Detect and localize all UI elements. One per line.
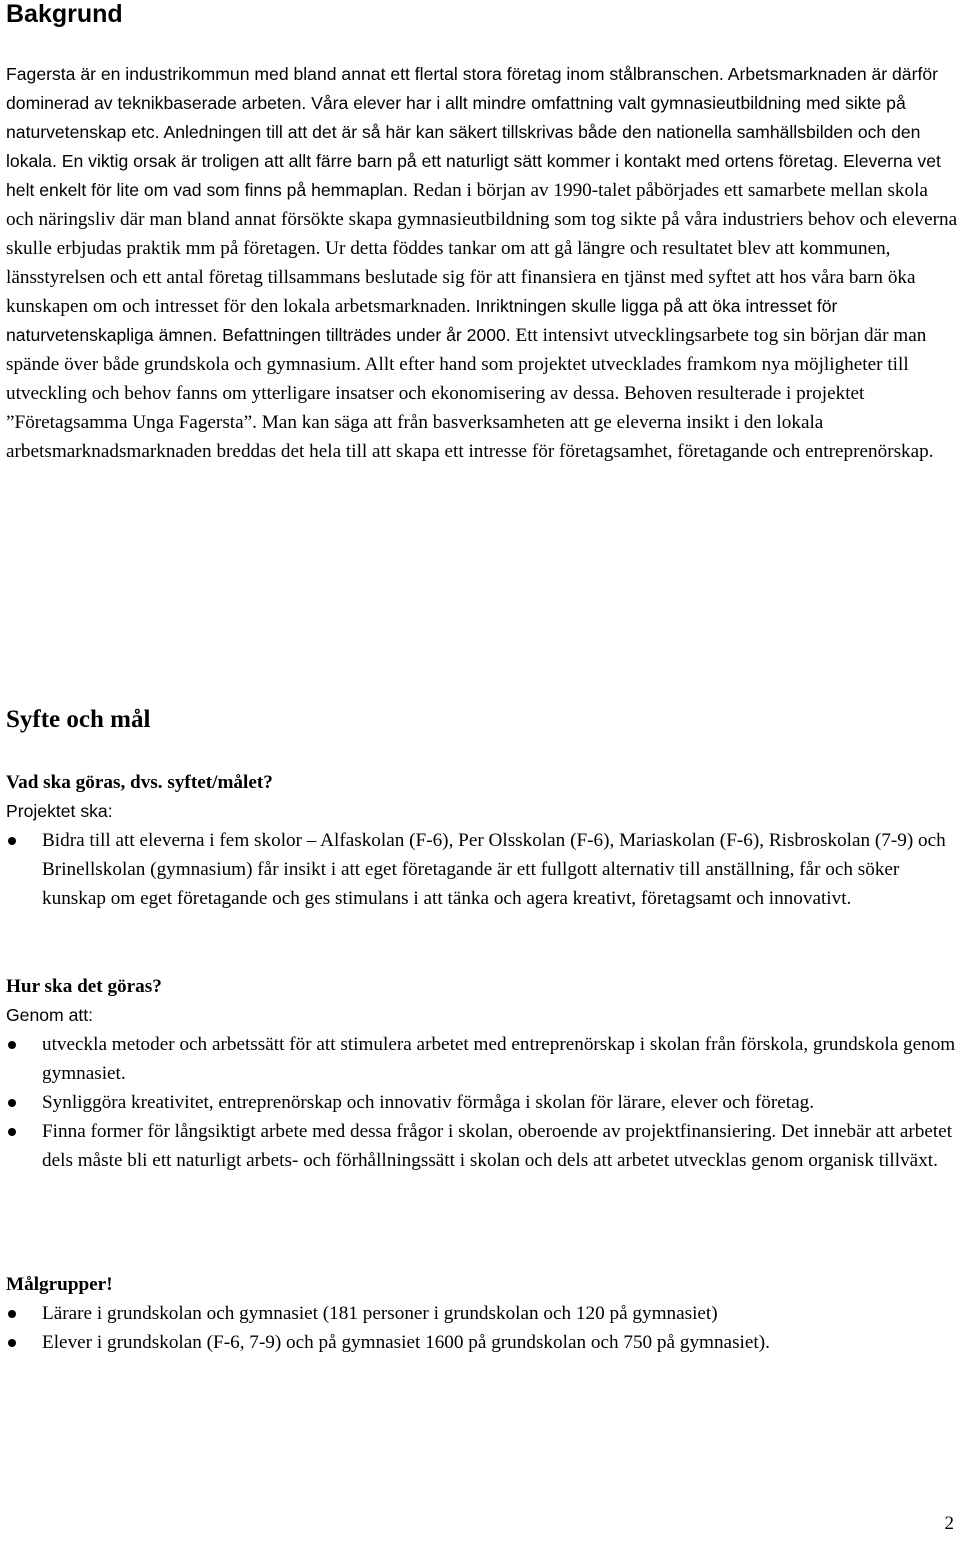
- section-hur-ska-det-goras: [6, 972, 958, 1175]
- bullet-icon: [8, 1339, 16, 1347]
- bullet-icon: [8, 1041, 16, 1049]
- bullet-list: [6, 1299, 958, 1357]
- section-title: Hur ska det göras?: [6, 976, 162, 997]
- section-subtitle: Genom att:: [6, 1005, 94, 1025]
- bakgrund-paragraph: [6, 60, 958, 466]
- bakgrund-text-4: Inriktningen skulle ligga på att öka intresset för naturvetenskapliga ämnen.: [6, 296, 838, 345]
- heading-bakgrund: Bakgrund: [6, 0, 123, 28]
- page-number: 2: [944, 1513, 954, 1534]
- bullet-icon: [8, 837, 16, 845]
- list-item: Synliggöra kreativitet, entreprenörskap och innovativ förmåga i skolan för lärare, elever och företag.: [6, 1088, 958, 1117]
- section-subtitle: Projektet ska:: [6, 801, 113, 821]
- bullet-list: [6, 826, 958, 913]
- bakgrund-text-6: Ett intensivt utvecklingsarbete tog sin början där man spände över både grundskola och gymnasium.: [6, 325, 927, 375]
- bakgrund-text-5: Befattningen tillträdes under år 2000.: [217, 325, 511, 345]
- section-vad-ska-goras: [6, 768, 958, 913]
- heading-syfte-och-mal: Syfte och mål: [6, 706, 151, 733]
- bullet-icon: [8, 1310, 16, 1318]
- section-title: Målgrupper!: [6, 1274, 113, 1295]
- bullet-icon: [8, 1099, 16, 1107]
- bakgrund-text-1: Fagersta är en industrikommun med bland annat ett flertal stora företag inom stålbranschen. Arbetsmarknaden är därför dominerad av teknikbaserade arbeten. Våra elever har i allt mindre omfattning valt gymnasieutbildning med sikte på naturvetenskap etc. Anledningen till att det är så här kan säkert tillskrivas både den nationella samhällsbilden och den lokala. En viktig orsak är troligen att allt färre barn på ett naturligt sätt kommer i kontakt med ortens företag. Eleverna vet helt enkelt för lite om vad som finns på hemmaplan.: [6, 64, 941, 200]
- bakgrund-text-3: Ur detta föddes tankar om att gå längre och resultatet blev att kommunen, länsstyrelsen och ett antal företag tillsammans beslutade sig för att finansiera en tjänst med syftet att hos våra barn öka kunskapen om och intresset för den lokala arbetsmarknaden.: [6, 238, 916, 317]
- list-item: utveckla metoder och arbetssätt för att stimulera arbetet med entreprenörskap i skolan från förskola, grundskola genom gymnasiet.: [6, 1030, 958, 1088]
- list-item: Bidra till att eleverna i fem skolor – Alfaskolan (F-6), Per Olsskolan (F-6), Mariaskolan (F-6), Risbroskolan (7-9) och Brinellskolan (gymnasium) får insikt i att eget företagande är ett fullgott alternativ till anställning, får och söker kunskap om eget företagande och ges stimulans i att tänka och agera kreativt, företagsamt och innovativt.: [6, 826, 958, 913]
- bullet-list: [6, 1030, 958, 1175]
- section-malgrupper: [6, 1270, 958, 1357]
- list-item: Lärare i grundskolan och gymnasiet (181 personer i grundskolan och 120 på gymnasiet): [6, 1299, 958, 1328]
- bakgrund-text-7: Allt efter hand som projektet utvecklades framkom nya möjligheter till utveckling och behov fanns om ytterligare insatser och ekonomisering av dessa. Behoven resulterade i projektet ”Företagsamma Unga Fagersta”.: [6, 354, 909, 433]
- bullet-icon: [8, 1128, 16, 1136]
- bakgrund-text-8: Man kan säga att från basverksamheten att ge eleverna insikt i den lokala arbetsmarknadsmarknaden breddas det hela till att skapa ett intresse för företagsamhet, företagande och entreprenörskap.: [6, 412, 934, 462]
- bakgrund-text-2: Redan i början av 1990-talet påbörjades ett samarbete mellan skola och näringsliv där man bland annat försökte skapa gymnasieutbildning som tog sikte på våra industriers behov och eleverna skulle erbjudas praktik mm på företagen.: [6, 180, 958, 259]
- section-title: Vad ska göras, dvs. syftet/målet?: [6, 772, 273, 793]
- list-item: Finna former för långsiktigt arbete med dessa frågor i skolan, oberoende av projektfinansiering. Det innebär att arbetet dels måste bli ett naturligt arbets- och förhållningssätt i skolan och dels att arbetet utvecklas genom organisk tillväxt.: [6, 1117, 958, 1175]
- list-item: Elever i grundskolan (F-6, 7-9) och på gymnasiet 1600 på grundskolan och 750 på gymnasiet).: [6, 1328, 958, 1357]
